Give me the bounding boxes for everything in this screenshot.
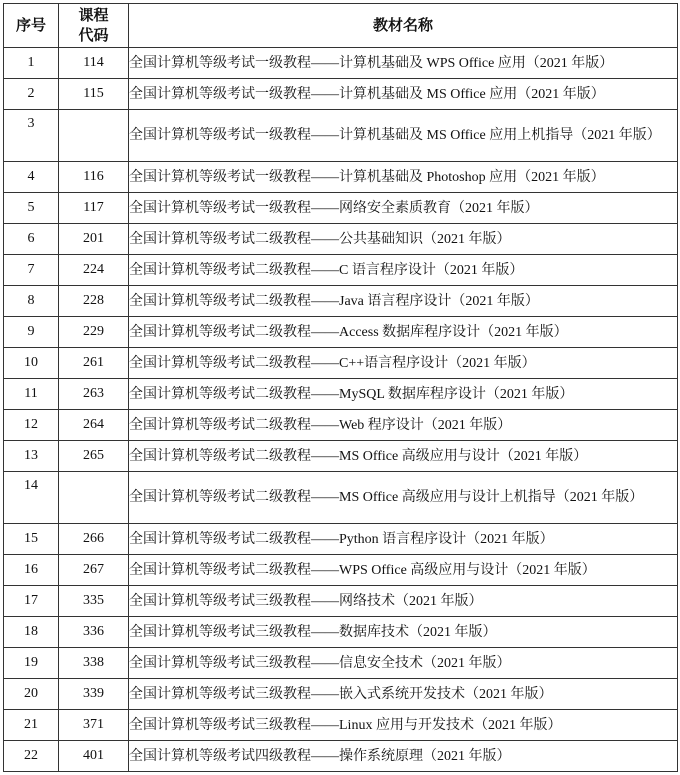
table-row — [4, 224, 678, 255]
table-row — [4, 193, 678, 224]
table-row — [4, 410, 678, 441]
row-seq: 5 — [4, 193, 59, 224]
row-seq: 9 — [4, 317, 59, 348]
row-seq: 14 — [4, 472, 59, 524]
row-course-code — [59, 472, 129, 524]
row-course-code: 224 — [59, 255, 129, 286]
row-course-code: 116 — [59, 162, 129, 193]
row-book-title: 全国计算机等级考试二级教程——C 语言程序设计（2021 年版） — [129, 255, 678, 286]
row-book-title: 全国计算机等级考试二级教程——Web 程序设计（2021 年版） — [129, 410, 678, 441]
row-course-code: 264 — [59, 410, 129, 441]
header-seq: 序号 — [4, 4, 59, 48]
row-course-code: 115 — [59, 79, 129, 110]
row-course-code: 371 — [59, 710, 129, 741]
row-course-code: 117 — [59, 193, 129, 224]
textbook-table — [3, 3, 678, 772]
row-seq: 10 — [4, 348, 59, 379]
row-book-title: 全国计算机等级考试二级教程——WPS Office 高级应用与设计（2021 年版） — [129, 555, 678, 586]
row-book-title: 全国计算机等级考试一级教程——计算机基础及 WPS Office 应用（2021 年版） — [129, 48, 678, 79]
table-row — [4, 48, 678, 79]
row-course-code: 228 — [59, 286, 129, 317]
table-row — [4, 617, 678, 648]
row-course-code: 114 — [59, 48, 129, 79]
table-row — [4, 524, 678, 555]
header-title: 教材名称 — [129, 4, 678, 48]
row-course-code: 401 — [59, 741, 129, 772]
table-row — [4, 348, 678, 379]
table-row — [4, 286, 678, 317]
row-seq: 15 — [4, 524, 59, 555]
row-course-code: 261 — [59, 348, 129, 379]
row-seq: 19 — [4, 648, 59, 679]
row-seq: 18 — [4, 617, 59, 648]
row-seq: 6 — [4, 224, 59, 255]
row-seq: 12 — [4, 410, 59, 441]
row-book-title: 全国计算机等级考试一级教程——计算机基础及 MS Office 应用（2021 年版） — [129, 79, 678, 110]
row-seq: 7 — [4, 255, 59, 286]
table-header-row — [4, 4, 678, 48]
row-course-code: 336 — [59, 617, 129, 648]
row-book-title: 全国计算机等级考试一级教程——计算机基础及 Photoshop 应用（2021 年版） — [129, 162, 678, 193]
row-book-title: 全国计算机等级考试三级教程——信息安全技术（2021 年版） — [129, 648, 678, 679]
row-seq: 22 — [4, 741, 59, 772]
row-book-title: 全国计算机等级考试二级教程——MS Office 高级应用与设计（2021 年版） — [129, 441, 678, 472]
header-course-code — [59, 4, 129, 48]
row-book-title: 全国计算机等级考试二级教程——Java 语言程序设计（2021 年版） — [129, 286, 678, 317]
row-seq: 21 — [4, 710, 59, 741]
row-book-title: 全国计算机等级考试一级教程——网络安全素质教育（2021 年版） — [129, 193, 678, 224]
row-book-title: 全国计算机等级考试三级教程——网络技术（2021 年版） — [129, 586, 678, 617]
row-course-code: 229 — [59, 317, 129, 348]
row-book-title: 全国计算机等级考试二级教程——Access 数据库程序设计（2021 年版） — [129, 317, 678, 348]
row-seq: 17 — [4, 586, 59, 617]
table-row — [4, 648, 678, 679]
table-row — [4, 379, 678, 410]
table-row — [4, 679, 678, 710]
row-seq: 11 — [4, 379, 59, 410]
row-course-code: 339 — [59, 679, 129, 710]
row-book-title: 全国计算机等级考试二级教程——MS Office 高级应用与设计上机指导（2021 年版） — [129, 472, 678, 524]
table-row — [4, 741, 678, 772]
table-row — [4, 255, 678, 286]
row-course-code: 201 — [59, 224, 129, 255]
header-code-line2: 代码 — [78, 26, 109, 44]
row-seq: 4 — [4, 162, 59, 193]
row-book-title: 全国计算机等级考试三级教程——嵌入式系统开发技术（2021 年版） — [129, 679, 678, 710]
row-book-title: 全国计算机等级考试一级教程——计算机基础及 MS Office 应用上机指导（2021 年版） — [129, 110, 678, 162]
table-row — [4, 555, 678, 586]
row-course-code: 335 — [59, 586, 129, 617]
row-seq: 8 — [4, 286, 59, 317]
table-row — [4, 441, 678, 472]
table-row — [4, 586, 678, 617]
row-book-title: 全国计算机等级考试三级教程——Linux 应用与开发技术（2021 年版） — [129, 710, 678, 741]
row-book-title: 全国计算机等级考试三级教程——数据库技术（2021 年版） — [129, 617, 678, 648]
row-book-title: 全国计算机等级考试二级教程——公共基础知识（2021 年版） — [129, 224, 678, 255]
row-seq: 1 — [4, 48, 59, 79]
table-row — [4, 79, 678, 110]
row-book-title: 全国计算机等级考试二级教程——MySQL 数据库程序设计（2021 年版） — [129, 379, 678, 410]
row-course-code: 263 — [59, 379, 129, 410]
row-seq: 2 — [4, 79, 59, 110]
row-book-title: 全国计算机等级考试四级教程——操作系统原理（2021 年版） — [129, 741, 678, 772]
row-book-title: 全国计算机等级考试二级教程——Python 语言程序设计（2021 年版） — [129, 524, 678, 555]
row-course-code: 265 — [59, 441, 129, 472]
table-row — [4, 110, 678, 162]
row-seq: 16 — [4, 555, 59, 586]
row-course-code — [59, 110, 129, 162]
row-seq: 3 — [4, 110, 59, 162]
row-seq: 13 — [4, 441, 59, 472]
row-course-code: 266 — [59, 524, 129, 555]
row-course-code: 267 — [59, 555, 129, 586]
table-row — [4, 710, 678, 741]
row-book-title: 全国计算机等级考试二级教程——C++语言程序设计（2021 年版） — [129, 348, 678, 379]
table-row — [4, 317, 678, 348]
row-seq: 20 — [4, 679, 59, 710]
table-row — [4, 162, 678, 193]
header-code-line1: 课程 — [78, 6, 109, 24]
row-course-code: 338 — [59, 648, 129, 679]
table-row — [4, 472, 678, 524]
